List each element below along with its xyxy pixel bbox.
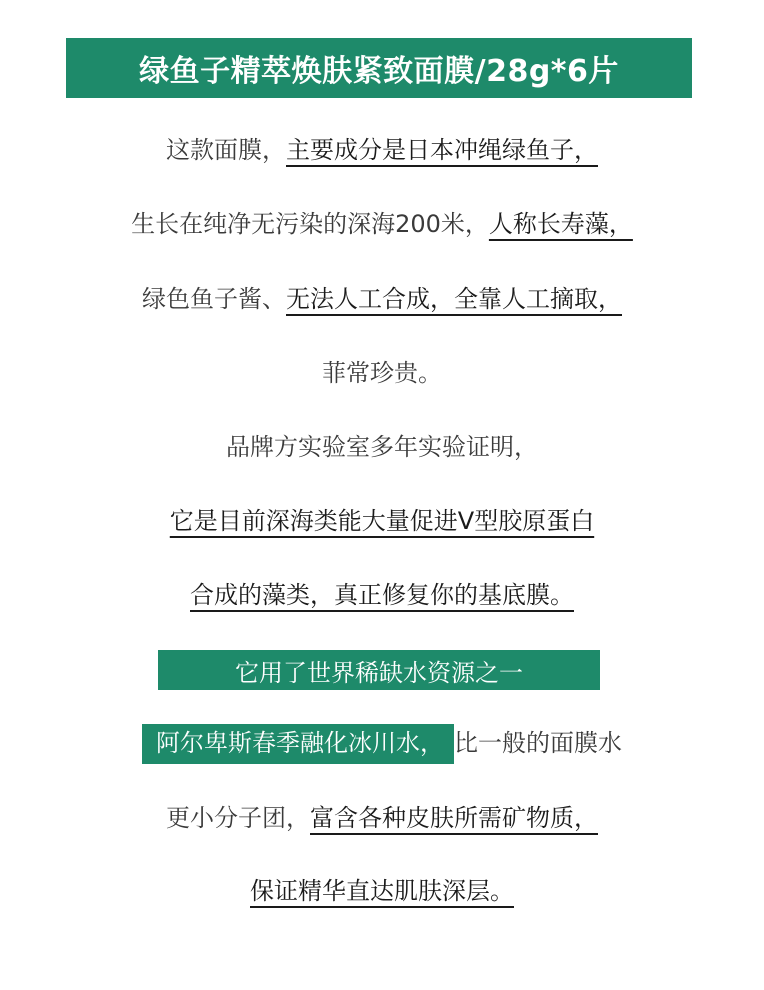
text-line-6: [0, 504, 764, 538]
line-7-underline: 合成的藻类，真正修复你的基底膜。: [190, 581, 574, 609]
line-1-plain: 这款面膜，: [166, 136, 286, 164]
line-2-plain: 生长在纯净无污染的深海200米，: [131, 210, 489, 238]
text-line-7: [0, 578, 764, 612]
line-10-plain: 更小分子团，: [166, 804, 310, 832]
line-6-underline: 它是目前深海类能大量促进V型胶原蛋白: [169, 507, 595, 535]
text-line-4: [0, 356, 764, 390]
line-10-underline: 富含各种皮肤所需矿物质，: [310, 804, 598, 832]
highlight-line-8: 它用了世界稀缺水资源之一: [158, 650, 600, 690]
line-4-plain: 菲常珍贵。: [322, 359, 442, 387]
line-2-underline: 人称长寿藻，: [488, 210, 633, 238]
text-line-3: [0, 282, 764, 316]
text-line-11: [0, 874, 764, 908]
line-9-highlight: 阿尔卑斯春季融化冰川水，: [142, 724, 454, 764]
line-3-underline: 无法人工合成，全靠人工摘取，: [286, 285, 622, 313]
text-line-1: [0, 133, 764, 167]
text-line-9: [0, 724, 764, 764]
text-line-2: [0, 207, 764, 241]
text-line-10: [0, 801, 764, 835]
text-line-5: [0, 430, 764, 464]
line-9-plain: 比一般的面膜水: [454, 729, 622, 757]
line-5-plain: 品牌方实验室多年实验证明，: [226, 433, 538, 461]
line-1-underline: 主要成分是日本冲绳绿鱼子，: [286, 136, 598, 164]
line-3-plain: 绿色鱼子酱、: [142, 285, 286, 313]
line-11-underline: 保证精华直达肌肤深层。: [250, 877, 514, 905]
page-title: 绿鱼子精萃焕肤紧致面膜/28g*6片: [66, 38, 692, 98]
